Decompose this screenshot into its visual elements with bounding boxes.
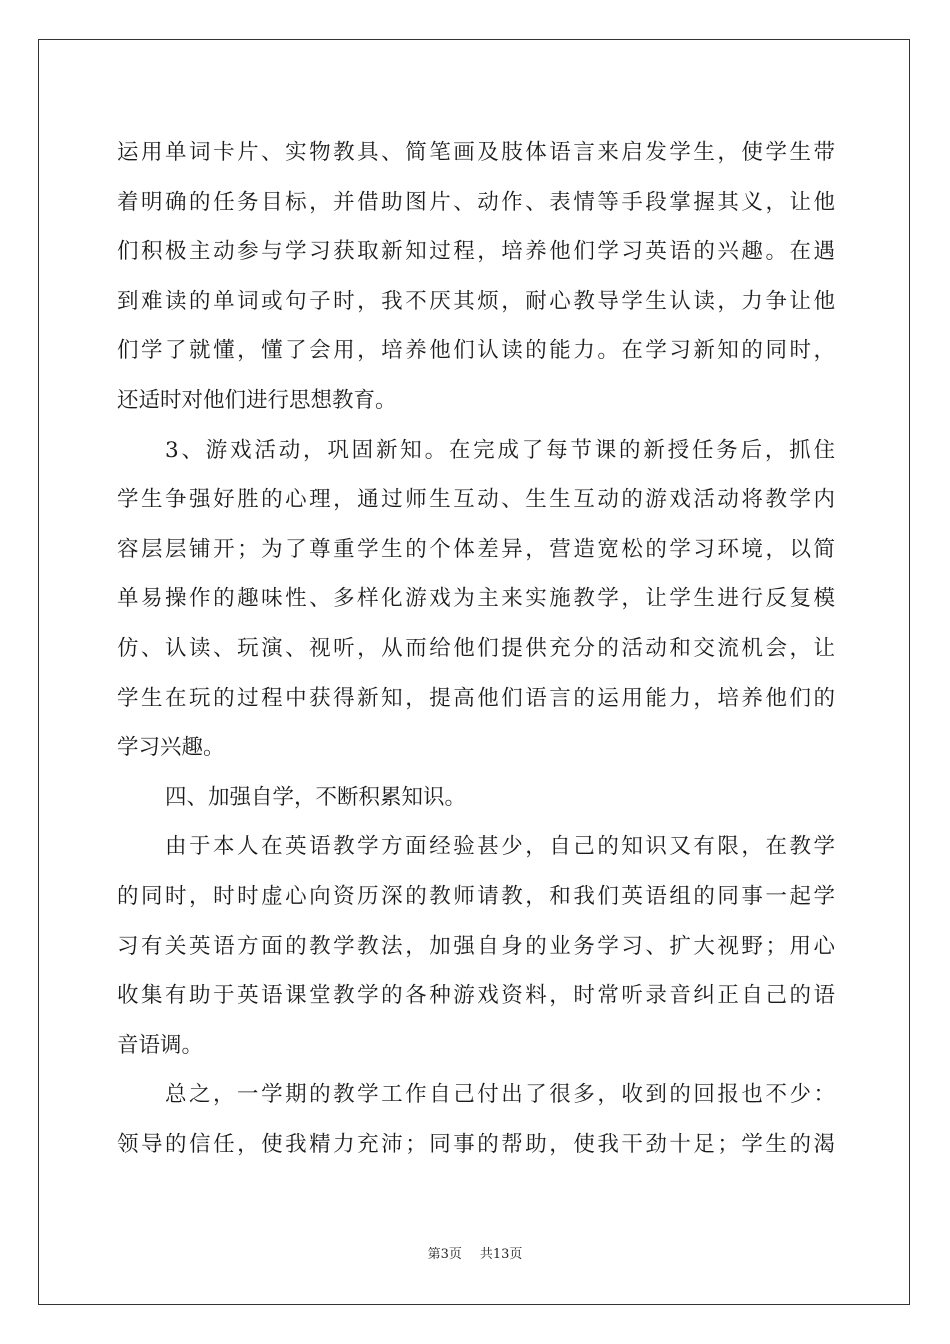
- page-number: 第3页: [427, 1247, 462, 1262]
- document-body: [117, 128, 835, 1169]
- text-line: 仿、认读、玩演、视听，从而给他们提供充分的活动和交流机会，让: [117, 635, 835, 661]
- text-line: 习有关英语方面的教学教法，加强自身的业务学习、扩大视野；用心: [117, 933, 835, 959]
- section-heading: 四、加强自学，不断积累知识。: [165, 784, 467, 810]
- text-line: 们学了就懂，懂了会用，培养他们认读的能力。在学习新知的同时，: [117, 338, 835, 364]
- text-line: 们积极主动参与学习获取新知过程，培养他们学习英语的兴趣。在遇: [117, 239, 835, 265]
- text-line: 总之，一学期的教学工作自己付出了很多，收到的回报也不少：: [165, 1082, 835, 1108]
- text-line: 领导的信任，使我精力充沛；同事的帮助，使我干劲十足；学生的渴: [117, 1131, 835, 1157]
- text-line: 单易操作的趣味性、多样化游戏为主来实施教学，让学生进行反复模: [117, 586, 835, 612]
- text-line: 收集有助于英语课堂教学的各种游戏资料，时常听录音纠正自己的语: [117, 983, 835, 1009]
- text-line: 还适时对他们进行思想教育。: [117, 387, 397, 413]
- text-line: 着明确的任务目标，并借助图片、动作、表情等手段掌握其义，让他: [117, 189, 835, 215]
- text-line: 由于本人在英语教学方面经验甚少，自己的知识又有限，在教学: [165, 834, 835, 860]
- text-line: 容层层铺开；为了尊重学生的个体差异，营造宽松的学习环境，以简: [117, 536, 835, 562]
- text-line: 到难读的单词或句子时，我不厌其烦，耐心教导学生认读，力争让他: [117, 288, 835, 314]
- text-line: 学生争强好胜的心理，通过师生互动、生生互动的游戏活动将教学内: [117, 487, 835, 513]
- text-line: 音语调。: [117, 1032, 204, 1058]
- text-line: 学生在玩的过程中获得新知，提高他们语言的运用能力，培养他们的: [117, 685, 835, 711]
- text-line: 3、游戏活动，巩固新知。在完成了每节课的新授任务后，抓住: [165, 437, 835, 463]
- page-footer: [0, 1246, 950, 1264]
- text-line: 的同时，时时虚心向资历深的教师请教，和我们英语组的同事一起学: [117, 883, 835, 909]
- text-line: 学习兴趣。: [117, 735, 225, 761]
- text-line: 运用单词卡片、实物教具、简笔画及肢体语言来启发学生，使学生带: [117, 140, 835, 165]
- page-total: 共13页: [479, 1247, 523, 1262]
